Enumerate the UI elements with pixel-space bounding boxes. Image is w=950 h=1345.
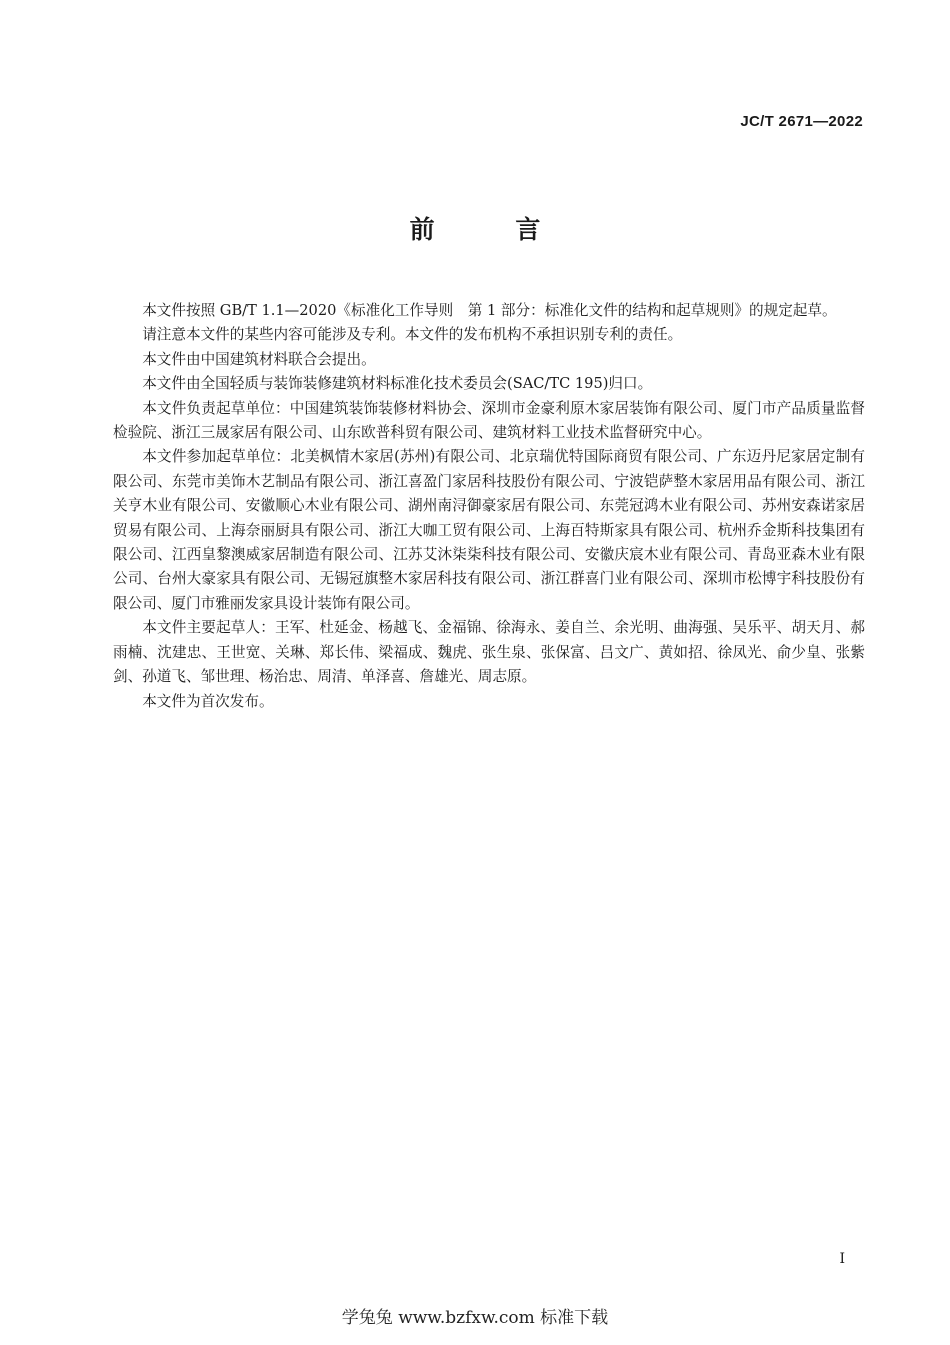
page-number: I — [839, 1251, 845, 1267]
document-code: JC/T 2671—2022 — [740, 113, 863, 130]
page-title: 前 言 — [409, 215, 577, 244]
paragraph-patent-notice: 请注意本文件的某些内容可能涉及专利。本文件的发布机构不承担识别专利的责任。 — [142, 326, 683, 344]
paragraph-committee: 本文件由全国轻质与装饰装修建筑材料标准化技术委员会(SAC/TC 195)归口。 — [142, 375, 653, 393]
paragraph-proposer: 本文件由中国建筑材料联合会提出。 — [142, 350, 376, 368]
paragraph-participating-drafters: 本文件参加起草单位：北美枫情木家居(苏州)有限公司、北京瑞优特国际商贸有限公司、广东迈丹尼家居定制有限公司、东莞市美饰木艺制品有限公司、浙江喜盈门家居科技股份有限公司、宁波铠萨整木家居用品有限公司、浙江关亨木业有限公司、安徽顺心木业有限公司、湖州南浔御豪家居有限公司、东莞冠鸿木业有限公司、苏州安森诺家居贸易有限公司、上海奈丽厨具有限公司、浙江大咖工贸有限公司、上海百特斯家具有限公司、杭州乔金斯科技集团有限公司、江西皇黎澳威家居制造有限公司、江苏艾沐柒柒科技有限公司、安徽庆宸木业有限公司、青岛亚森木业有限公司、台州大豪家具有限公司、无锡冠旗整木家居科技有限公司、浙江群喜门业有限公司、深圳市松博宇科技股份有限公司、厦门市雅丽发家具设计装饰有限公司。 — [113, 448, 865, 612]
foreword-body — [113, 299, 865, 714]
paragraph-drafting-rules: 本文件按照 GB/T 1.1—2020《标准化工作导则 第 1 部分：标准化文件的结构和起草规则》的规定起草。 — [142, 302, 837, 319]
paragraph-lead-drafters: 本文件负责起草单位：中国建筑装饰装修材料协会、深圳市金豪利原木家居装饰有限公司、厦门市产品质量监督检验院、浙江三晟家居有限公司、山东欧普科贸有限公司、建筑材料工业技术监督研究中心。 — [113, 399, 865, 442]
watermark-text: 学兔兔 www.bzfxw.com 标准下载 — [341, 1308, 609, 1328]
paragraph-main-drafters: 本文件主要起草人：王军、杜延金、杨越飞、金福锦、徐海永、姜自兰、余光明、曲海强、吴乐平、胡天月、郝雨楠、沈建忠、王世宽、关琳、郑长伟、梁福成、魏虎、张生泉、张保富、吕文广、黄如招、徐凤光、俞少皇、张紫剑、孙道飞、邹世理、杨治忠、周清、单泽喜、詹雄光、周志原。 — [113, 619, 865, 686]
paragraph-first-release: 本文件为首次发布。 — [142, 692, 274, 710]
